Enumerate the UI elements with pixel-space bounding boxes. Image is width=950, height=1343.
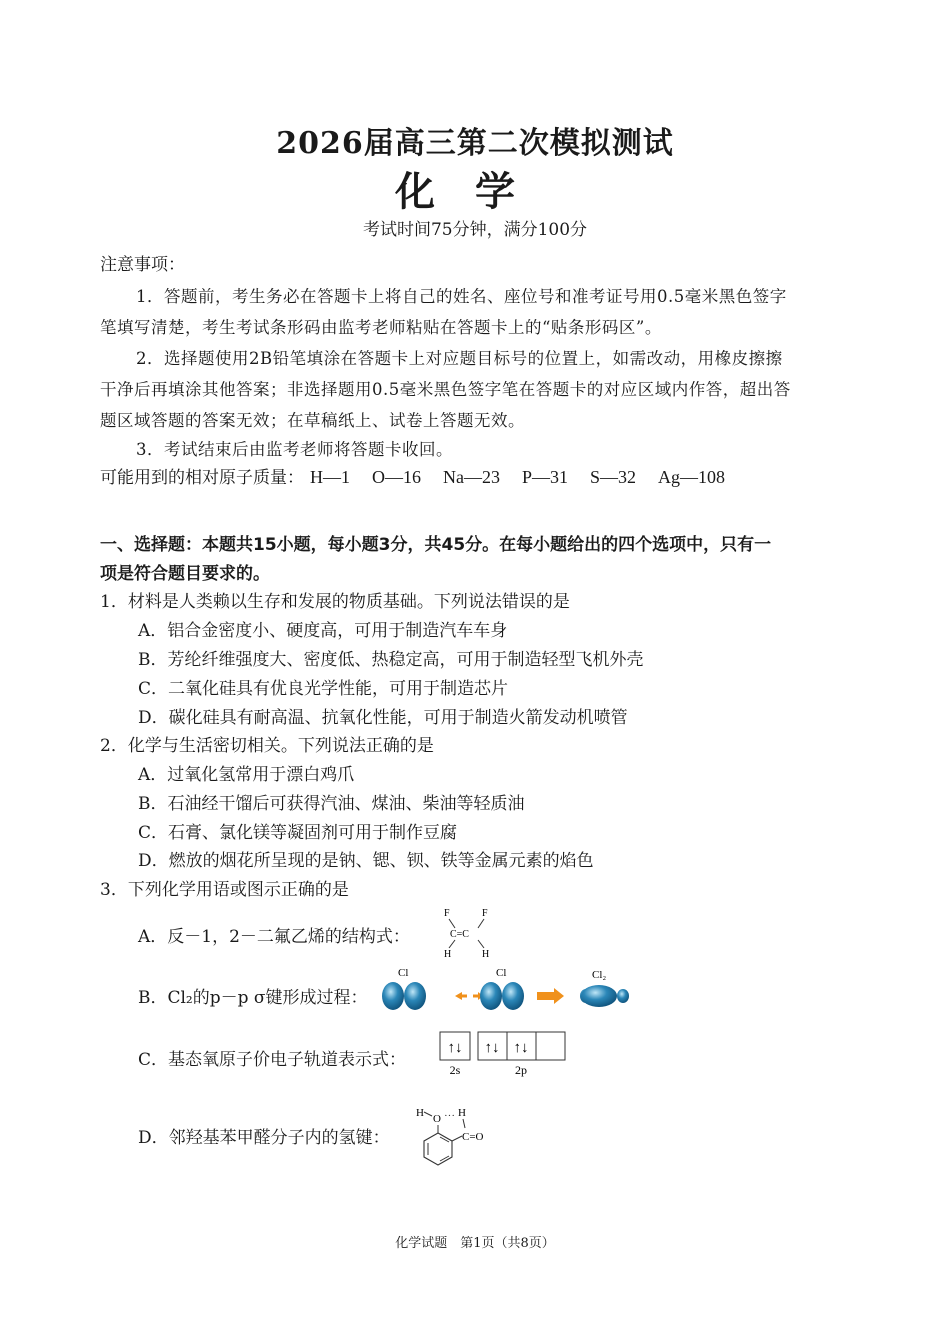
question-2-stem: 2．化学与生活密切相关。下列说法正确的是 <box>100 736 434 756</box>
atom-o-hydroxyl: O <box>433 1113 441 1125</box>
cl2-sigma-bond-diagram <box>370 962 640 1018</box>
notice-item-1-line-1: 1．答题前，考生务必在答题卡上将自己的姓名、座位号和准考证号用0.5毫米黑色签字 <box>136 287 787 306</box>
question-2-option-c: C．石膏、氯化镁等凝固剂可用于制作豆腐 <box>138 823 458 843</box>
notice-item-2-line-3: 题区域答题的答案无效；在草稿纸上、试卷上答题无效。 <box>100 411 525 430</box>
atomic-mass-h: H—1 <box>310 467 350 487</box>
question-1-option-b: B．芳纶纤维强度大、密度低、热稳定高，可用于制造轻型飞机外壳 <box>138 650 644 670</box>
svg-text:···: ··· <box>444 1110 455 1122</box>
p-orbital-lobe <box>502 982 524 1010</box>
subject-title: 化学 <box>395 168 555 215</box>
carbonyl-group: C=O <box>462 1131 484 1143</box>
p-orbital-lobe <box>382 982 404 1010</box>
atomic-masses <box>100 463 725 488</box>
question-1-option-a: A．铝合金密度小、硬度高，可用于制造汽车车身 <box>138 621 508 641</box>
notice-item-2-line-1: 2．选择题使用2B铅笔填涂在答题卡上对应题目标号的位置上，如需改动，用橡皮擦擦 <box>136 349 783 368</box>
oxygen-orbital-diagram <box>436 1028 576 1080</box>
page-footer: 化学试题 第1页（共8页） <box>395 1236 555 1251</box>
atom-h-right: H <box>482 949 490 960</box>
electron-pair-2p-2: ↑↓ <box>513 1040 529 1056</box>
section-heading-line-2: 项是符合题目要求的。 <box>100 564 270 584</box>
notice-item-1-line-2: 笔填写清楚，考生考试条形码由监考老师粘贴在答题卡上的“贴条形码区”。 <box>100 318 662 337</box>
label-2s: 2s <box>449 1063 461 1077</box>
atomic-mass-na: Na—23 <box>443 467 500 487</box>
question-3-option-c: C．基态氧原子价电子轨道表示式： <box>138 1050 407 1070</box>
atom-f-left: F <box>444 908 450 919</box>
question-3-option-d: D．邻羟基苯甲醛分子内的氢键： <box>138 1128 390 1148</box>
electron-pair-2s: ↑↓ <box>447 1040 463 1056</box>
sigma-orbital-main-lobe <box>581 985 617 1007</box>
question-2-option-b: B．石油经干馏后可获得汽油、煤油、柴油等轻质油 <box>138 794 525 814</box>
label-2p: 2p <box>515 1063 527 1077</box>
exam-title: 2026届高三第二次模拟测试 <box>276 126 674 161</box>
approach-arrow-left <box>455 992 462 1000</box>
difluoroethene-structure <box>432 904 502 960</box>
exam-info: 考试时间75分钟，满分100分 <box>362 220 588 240</box>
atomic-mass-o: O—16 <box>372 467 421 487</box>
question-1-stem: 1．材料是人类赖以生存和发展的物质基础。下列说法错误的是 <box>100 592 570 612</box>
cl2-product-label: Cl₂ <box>592 969 607 981</box>
atom-f-right: F <box>482 908 488 919</box>
question-3-stem: 3．下列化学用语或图示正确的是 <box>100 880 349 900</box>
p-orbital-lobe <box>480 982 502 1010</box>
atomic-mass-ag: Ag—108 <box>658 467 726 487</box>
notice-item-3: 3．考试结束后由监考老师将答题卡收回。 <box>136 440 453 459</box>
p-orbital-lobe <box>404 982 426 1010</box>
atom-h-left: H <box>444 949 452 960</box>
notice-item-2-line-2: 干净后再填涂其他答案；非选择题用0.5毫米黑色签字笔在答题卡的对应区域内作答，超出答 <box>100 380 791 399</box>
atom-h-hydroxyl: H <box>416 1107 424 1119</box>
atomic-mass-s: S—32 <box>590 467 637 487</box>
question-2-option-d: D．燃放的烟花所呈现的是钠、锶、钡、铁等金属元素的焰色 <box>138 851 594 871</box>
electron-pair-2p-1: ↑↓ <box>484 1040 500 1056</box>
question-3-option-b: B．Cl₂的p－p σ键形成过程： <box>138 988 368 1008</box>
question-1-option-d: D．碳化硅具有耐高温、抗氧化性能，可用于制造火箭发动机喷管 <box>138 708 628 728</box>
cl-atom-label-2: Cl <box>496 967 507 979</box>
atomic-mass-p: P—31 <box>522 467 569 487</box>
cl-atom-label-1: Cl <box>398 967 409 979</box>
section-heading-line-1: 一、选择题：本题共15小题，每小题3分，共45分。在每小题给出的四个选项中，只有一 <box>100 535 772 555</box>
salicylaldehyde-structure <box>412 1100 508 1170</box>
question-3-option-a: A．反－1，2－二氟乙烯的结构式： <box>138 927 410 947</box>
question-2-option-a: A．过氧化氢常用于漂白鸡爪 <box>138 765 355 785</box>
question-1-option-c: C．二氧化硅具有优良光学性能，可用于制造芯片 <box>138 679 509 699</box>
notice-heading: 注意事项： <box>100 255 185 275</box>
reaction-arrow <box>537 988 564 1004</box>
atom-h-aldehyde: H <box>458 1107 466 1119</box>
sigma-orbital-small-lobe <box>617 989 629 1003</box>
orbital-box-2p-3 <box>536 1032 565 1060</box>
atomic-masses-label: 可能用到的相对原子质量： <box>100 468 304 488</box>
carbon-double-bond: C=C <box>450 929 469 940</box>
